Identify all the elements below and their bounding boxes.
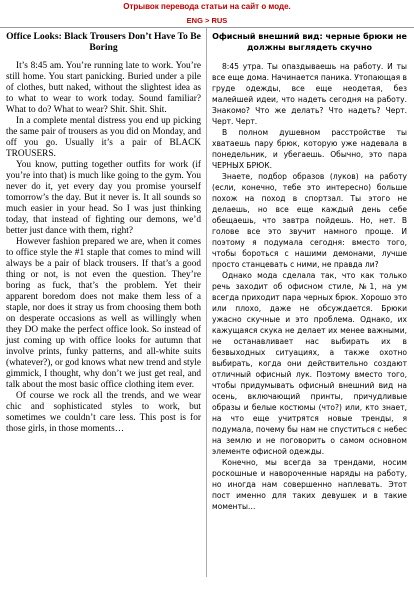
russian-paragraph: 8:45 утра. Ты опаздываешь на работу. И ты все еще дома. Начинается паника. Утопающая в груде одежды, все еще неодетая, без малейшей идеи, что надеть сегодня на работу. Знакомо? Что же делать? Что надеть? Черт. Черт. Черт. (212, 62, 407, 126)
language-pair-label: ENG > RUS (186, 16, 228, 25)
russian-paragraph: Конечно, мы всегда за трендами, носим роскошные и навороченные наряды на работу, но иногда нам совершенно наплевать. Этот пост именно для таких девушек и в такие моменты… (212, 458, 407, 511)
russian-paragraph: Однако мода сделала так, что как только речь заходит об офисном стиле, №1, на ум всегда приходит пара черных брюк. Хорошо это или плохо, даже не обсуждается. Брюки ужасно скучные и это проблема. Однако, их кажущаяся скука не делает их менее важными, не останавливает нас выбирать их в безвыходных ситуациях, а также охотно выбирать, когда они действительно создают отличный офисный лук. Поэтому вместо того, чтобы придумывать офисный внешний вид на осень, включающий принты, причудливые образы и белые костюмы (что?) или, кто знает, на что еще учитрятся новые тренды, я подумала, почему бы нам не спуститься с небес на землю и не поговорить о самом основном элементе офисной одежды. (212, 271, 407, 456)
page-banner: Отрывок перевода статьи на сайт о моде. (123, 2, 291, 11)
english-title: Office Looks: Black Trousers Don’t Have To Be Boring (6, 31, 201, 53)
english-paragraph: Of course we rock all the trends, and we wear chic and sophisticated styles to work, but sometimes we couldn’t care less. This post is for those girls, in those moments… (6, 391, 201, 434)
english-paragraph: However fashion prepared we are, when it comes to office style the #1 staple that comes to mind will always be a pair of black trousers. If that’s a good thing or not, is not even the question. They’re boring as fuck, that’s the problem. Yet their apparent boredom does not make them less of a staple, nor does it stray us from choosing them both on desperate occasions as well as willingly when they DO make the perfect office look. So instead of just coming up with office looks for autumn that involve prints, funky patterns, and all-white suits (whatever?), or god knows what new trend and style gimmick, I thought, why don’t we just get real, and talk about the most basic office clothing item ever. (6, 237, 201, 390)
russian-paragraph: Знаете, подбор образов (луков) на работу (если, конечно, тебе это интересно) больше похож на поход в спортзал. Ты этого не делаешь, но все еще каждый день себе обещаешь, что завтра пойдешь. Но, нет. В голове все это звучит намного проще. И поэтому я подумала сегодня: вместо того, чтобы бороться с нашими демонами, лучше просто станцевать с ними, не правда ли? (212, 172, 407, 269)
russian-title: Офисный внешний вид: черные брюки не должны выглядеть скучно (212, 32, 407, 52)
english-paragraph: You know, putting together outfits for work (if you’re into that) is much like going to the gym. You never do it, yet every day you promise yourself tomorrow’s the day. But it never is. It all sounds so much easier in your head. So I was just thinking today, that instead of fighting our demons, we’d better just dance with them, right? (6, 160, 201, 236)
english-paragraph: In a complete mental distress you end up picking the same pair of trousers as you did on Monday, and off you go. Usually it’s a pair of BLACK TROUSERS. (6, 116, 201, 159)
russian-column (212, 31, 407, 512)
english-column (6, 31, 201, 435)
column-divider (206, 27, 207, 577)
header-divider (0, 27, 414, 28)
english-paragraph: It’s 8:45 am. You’re running late to work. You’re still home. You start panicking. Buried under a pile of clothes, butt naked, without the slightest idea as to what to wear to work today. Sound familiar? What to do? What to wear? Shit. Shit. Shit. (6, 61, 201, 115)
russian-paragraph: В полном душевном расстройстве ты хватаешь пару брюк, которую уже надевала в понедельник, и убегаешь. Обычно, это пара ЧЕРНЫХ БРЮК. (212, 128, 407, 170)
